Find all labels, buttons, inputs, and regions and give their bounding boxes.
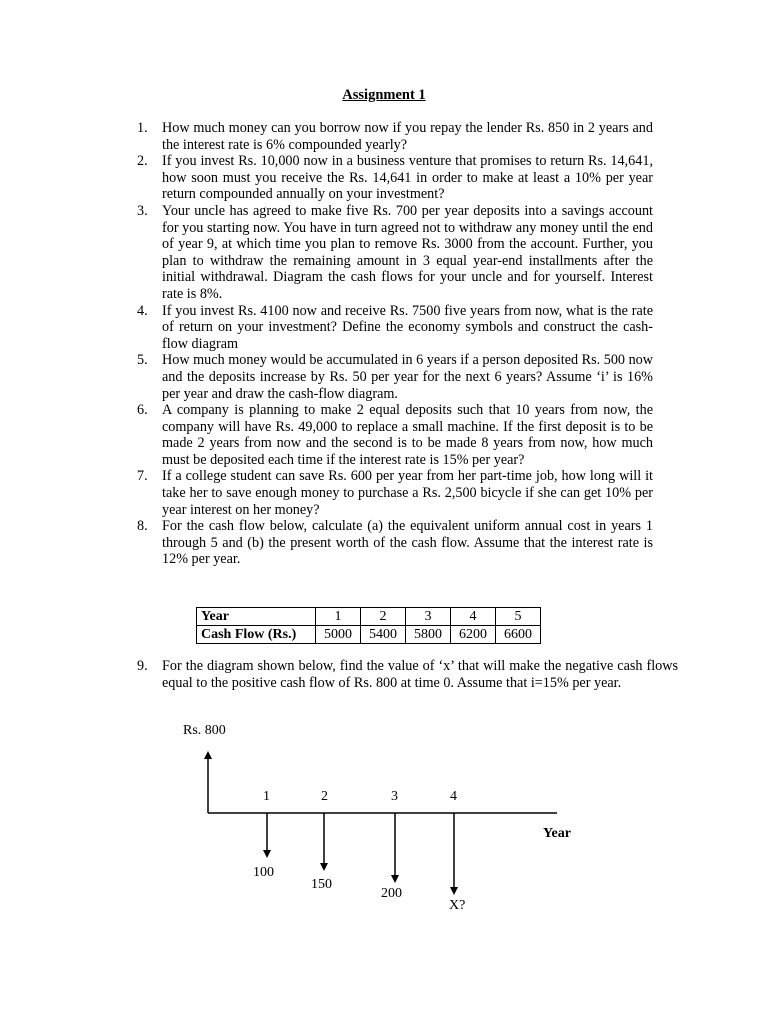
table-row-cash-flow [197,626,541,644]
question-text: If you invest Rs. 4100 now and receive Rs. 7500 five years from now, what is the rate of return on your investment? Define the economy symbols and construct the cash-flow diagram [162,302,653,352]
table-cell-year: 5 [496,608,541,626]
question-number: 6. [137,402,148,419]
question-text: For the cash flow below, calculate (a) the equivalent uniform annual cost in years 1 through 5 and (b) the present worth of the cash flow. Assume that the interest rate is 12% per year. [162,518,653,568]
cash-flow-table [196,607,541,644]
question-item [137,203,653,303]
inflow-label: Rs. 800 [183,723,226,738]
table-cell-year: 2 [361,608,406,626]
question-number: 3. [137,202,148,219]
question-text: If you invest Rs. 10,000 now in a business venture that promises to return Rs. 14,641, how soon must you receive the Rs. 14,641 in order to make at least a 10% per year return compounded annually on your investment? [162,153,653,203]
question-number: 9. [137,658,148,674]
cash-flow-diagram [0,715,768,945]
question-item [137,153,653,203]
tick-label: 3 [391,789,398,804]
table-cell-cash-flow: 5800 [406,626,451,644]
table-cell-cash-flow: 5000 [316,626,361,644]
question-text: A company is planning to make 2 equal deposits such that 10 years from now, the company will have Rs. 49,000 to replace a small machine. If the first deposit is to be made 2 years from now and the second is to be made 8 years from now, how much must be deposited each time if the interest rate is 15% per year? [162,402,653,468]
tick-label: 2 [321,789,328,804]
question-text: How much money would be accumulated in 6 years if a person deposited Rs. 500 now and the deposits increase by Rs. 50 per year for the next 6 years? Assume ‘i’ is 16% per year and draw the cash-flow diagram. [162,352,653,402]
question-item [137,402,653,468]
page-title: Assignment 1 [342,87,426,103]
question-item [137,120,653,153]
table-cell-cash-flow: 6600 [496,626,541,644]
question-list [137,120,653,568]
question-item [137,352,653,402]
tick-label: 1 [263,789,270,804]
table-cell-year: 1 [316,608,361,626]
outflow-label: 150 [311,877,332,892]
table-cell-cash-flow: 5400 [361,626,406,644]
question-item [137,303,653,353]
question-text: How much money can you borrow now if you repay the lender Rs. 850 in 2 years and the interest rate is 6% compounded yearly? [162,120,653,153]
question-item [137,518,653,568]
question-number: 8. [137,518,148,535]
question-number: 1. [137,120,148,136]
question-text: Your uncle has agreed to make five Rs. 700 per year deposits into a savings account for you starting now. You have in turn agreed not to withdraw any money until the end of year 9, at which time you plan to remove Rs. 3000 from the account. Further, you plan to withdraw the remaining amount in 3 equal year-end installments after the initial withdrawal. Diagram the cash flows for your uncle and for yourself. Interest rate is 8%. [162,202,653,302]
tick-label: 4 [450,789,457,804]
table-header-year: Year [197,608,316,626]
question-text: If a college student can save Rs. 600 per year from her part-time job, how long will it take her to save enough money to purchase a Rs. 2,500 bicycle if she can get 10% per year interest on her money? [162,468,653,518]
question-item [137,468,653,518]
table-row-year [197,608,541,626]
question-item-9 [137,658,678,691]
table-cell-year: 3 [406,608,451,626]
question-text: For the diagram shown below, find the value of ‘x’ that will make the negative cash flows equal to the positive cash flow of Rs. 800 at time 0. Assume that i=15% per year. [162,658,678,691]
question-number: 7. [137,468,148,485]
outflow-label: 200 [381,886,402,901]
table-cell-year: 4 [451,608,496,626]
table-header-cash-flow: Cash Flow (Rs.) [197,626,316,644]
table-cell-cash-flow: 6200 [451,626,496,644]
question-number: 5. [137,352,148,369]
question-number: 2. [137,153,148,170]
question-number: 4. [137,302,148,319]
outflow-label: X? [449,898,466,913]
axis-label: Year [543,826,571,841]
outflow-label: 100 [253,865,274,880]
